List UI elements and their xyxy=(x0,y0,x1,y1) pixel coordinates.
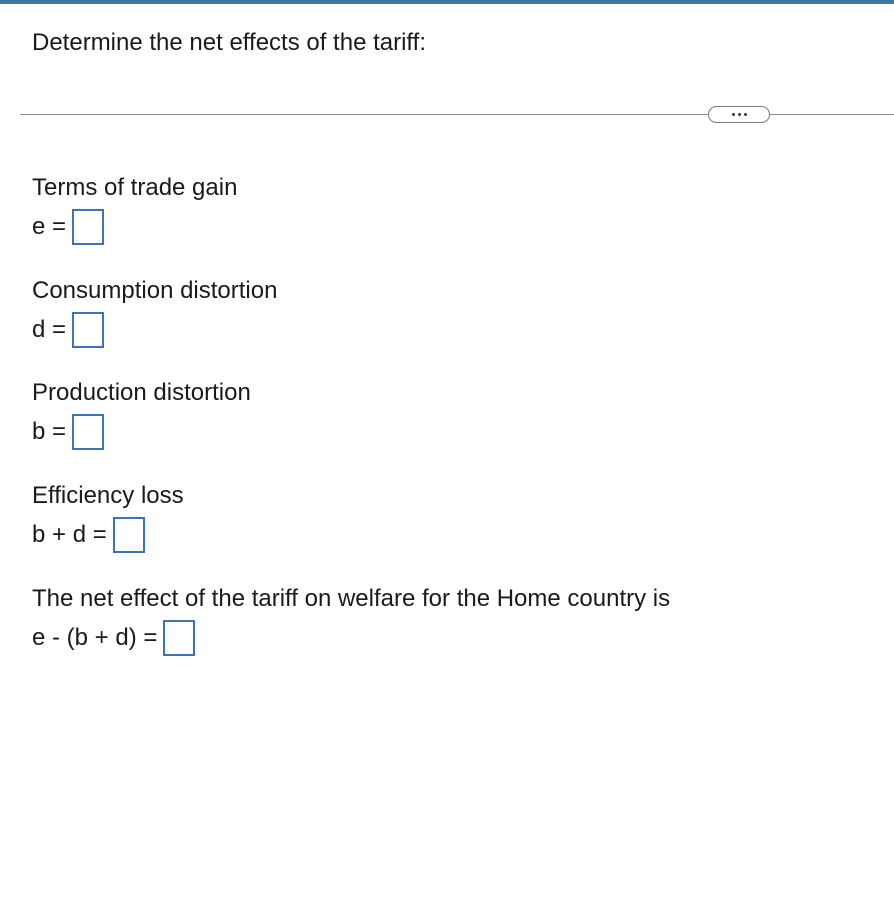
equation-row xyxy=(32,618,670,658)
answer-input-d[interactable] xyxy=(72,312,104,348)
answer-input-e[interactable] xyxy=(72,209,104,245)
equation-row xyxy=(32,310,277,350)
consumption-distortion-block xyxy=(32,277,277,350)
ellipsis-icon xyxy=(744,113,747,116)
equation-row xyxy=(32,207,237,247)
answer-input-b[interactable] xyxy=(72,414,104,450)
top-accent-bar xyxy=(0,0,894,4)
consumption-distortion-label: Consumption distortion xyxy=(32,277,278,304)
equation-row xyxy=(32,515,184,555)
equation-d: d = xyxy=(32,316,67,343)
efficiency-loss-label: Efficiency loss xyxy=(32,482,184,509)
more-options-button[interactable] xyxy=(708,106,770,123)
equation-row xyxy=(32,412,251,452)
ellipsis-icon xyxy=(732,113,735,116)
equation-b-plus-d: b + d = xyxy=(32,521,107,548)
answer-input-b-plus-d[interactable] xyxy=(113,517,145,553)
ellipsis-icon xyxy=(738,113,741,116)
equation-net-effect: e - (b + d) = xyxy=(32,624,158,651)
production-distortion-block xyxy=(32,379,251,452)
terms-of-trade-gain-label: Terms of trade gain xyxy=(32,174,238,201)
net-effect-label: The net effect of the tariff on welfare for the Home country is xyxy=(32,585,671,612)
net-effect-block xyxy=(32,585,670,658)
efficiency-loss-block xyxy=(32,482,184,555)
question-prompt: Determine the net effects of the tariff: xyxy=(32,29,426,56)
answer-input-net-effect[interactable] xyxy=(163,620,195,656)
production-distortion-label: Production distortion xyxy=(32,379,251,406)
equation-e: e = xyxy=(32,213,67,240)
terms-of-trade-gain-block xyxy=(32,174,237,247)
equation-b: b = xyxy=(32,418,67,445)
